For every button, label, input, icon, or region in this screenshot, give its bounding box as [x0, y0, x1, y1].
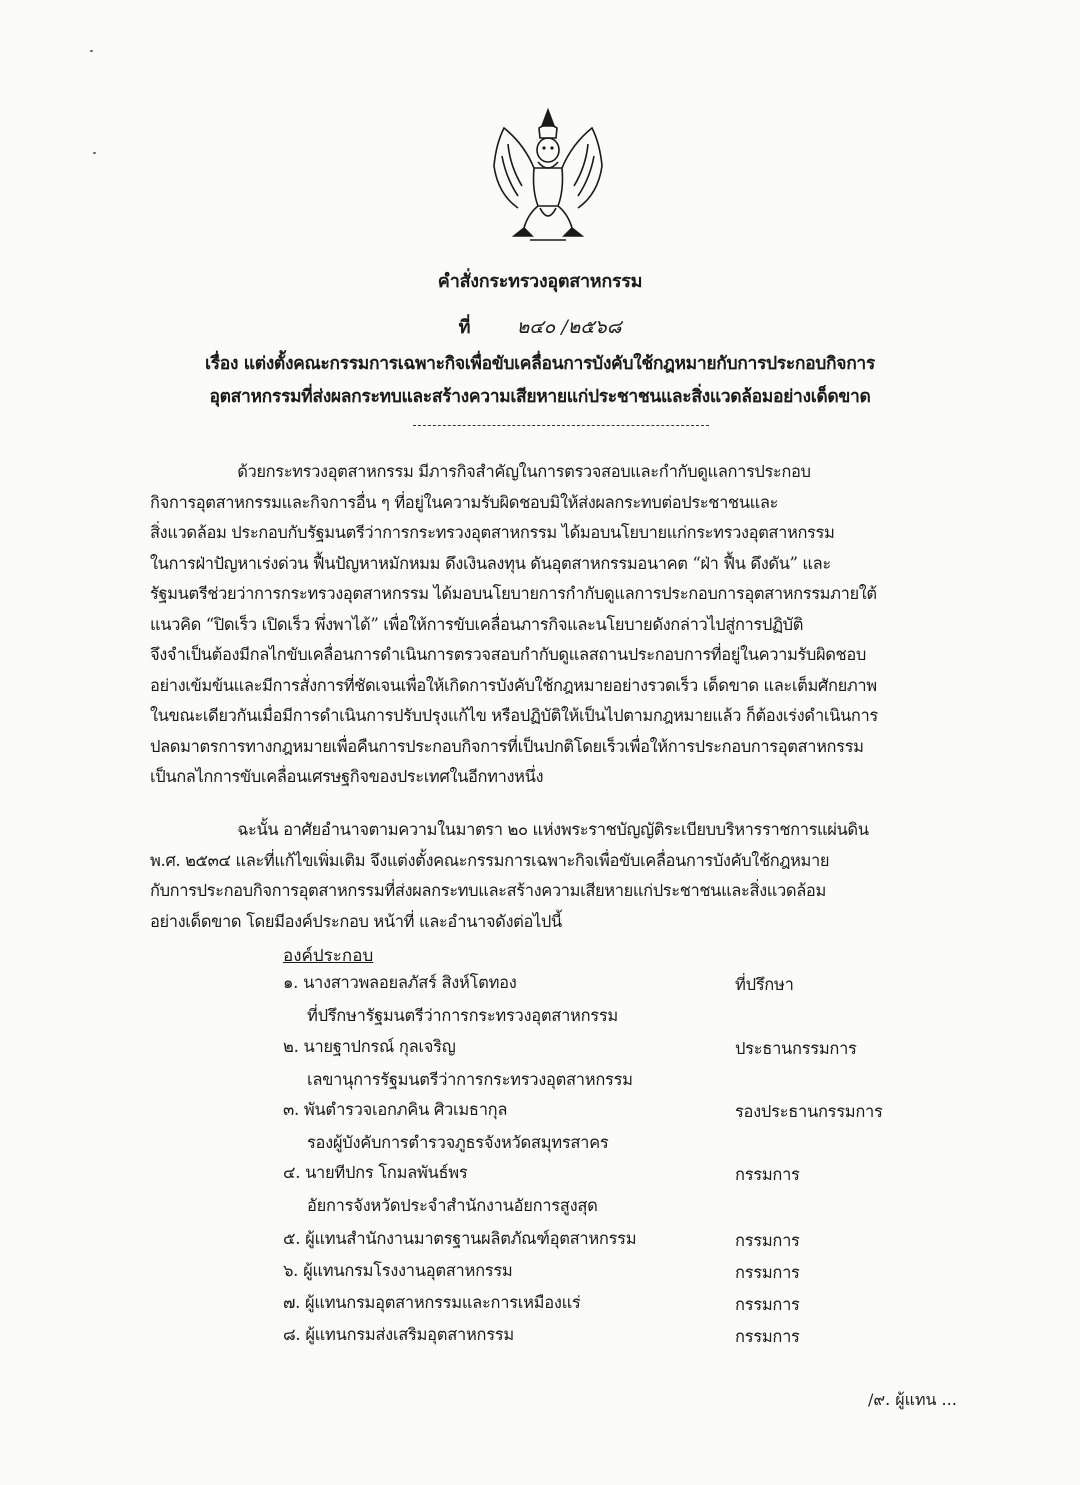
paragraph-line: กิจการอุตสาหกรรมและกิจการอื่น ๆ ที่อยู่ในความรับผิดชอบมิให้ส่งผลกระทบต่อประชาชนและ — [150, 492, 779, 512]
member-role: กรรมการ — [735, 1327, 800, 1346]
member-role: กรรมการ — [735, 1295, 800, 1314]
paragraph-line: ด้วยกระทรวงอุตสาหกรรม มีภารกิจสำคัญในการตรวจสอบและกำกับดูแลการประกอบ — [150, 462, 811, 481]
member-name: ๓. พันตำรวจเอกภคิน ศิวเมธากุล — [283, 1100, 508, 1119]
paragraph-line: อย่างเด็ดขาด โดยมีองค์ประกอบ หน้าที่ และอำนาจดังต่อไปนี้ — [150, 911, 562, 931]
paragraph-line: กับการประกอบกิจการอุตสาหกรรมที่ส่งผลกระทบและสร้างความเสียหายแก่ประชาชนและสิ่งแวดล้อม — [150, 881, 826, 900]
subject-line-1: เรื่อง แต่งตั้งคณะกรรมการเฉพาะกิจเพื่อขับเคลื่อนการบังคับใช้กฎหมายกับการประกอบกิจการ — [205, 354, 875, 374]
paragraph-line: ในขณะเดียวกันเมื่อมีการดำเนินการปรับปรุงแก้ไข หรือปฏิบัติให้เป็นไปตามกฎหมายแล้ว ก็ต้องเร่งดำเนินการ — [150, 706, 878, 725]
paragraph-line: รัฐมนตรีช่วยว่าการกระทรวงอุตสาหกรรม ได้มอบนโยบายการกำกับดูแลการประกอบการอุตสาหกรรมภายใต้ — [150, 584, 877, 603]
member-name: ๗. ผู้แทนกรมอุตสาหกรรมและการเหมืองแร่ — [283, 1293, 581, 1312]
scan-speck — [90, 50, 93, 52]
paragraph-line: แนวคิด “ปิดเร็ว เปิดเร็ว พึ่งพาได้” เพื่อให้การขับเคลื่อนภารกิจและนโยบายดังกล่าวไปสู่การปฏิบัติ — [150, 614, 804, 634]
member-role: รองประธานกรรมการ — [735, 1102, 883, 1121]
member-name: ๘. ผู้แทนกรมส่งเสริมอุตสาหกรรม — [283, 1325, 514, 1344]
member-role: ที่ปรึกษา — [735, 975, 794, 994]
member-name: ๒. นายฐาปกรณ์ กุลเจริญ — [283, 1037, 456, 1056]
member-role: กรรมการ — [735, 1263, 800, 1282]
paragraph-line: ปลดมาตรการทางกฎหมายเพื่อคืนการประกอบกิจการที่เป็นปกติโดยเร็วเพื่อให้การประกอบการอุตสาหกรรม — [150, 736, 864, 756]
document-title: คำสั่งกระทรวงอุตสาหกรรม — [437, 271, 643, 292]
member-role: กรรมการ — [735, 1231, 800, 1250]
member-name: ๕. ผู้แทนสำนักงานมาตรฐานผลิตภัณฑ์อุตสาหกรรม — [283, 1229, 637, 1248]
member-name: ๔. นายทีปกร โกมลพันธ์พร — [283, 1163, 468, 1182]
section-heading: องค์ประกอบ — [283, 946, 374, 966]
paragraph-line: จึงจำเป็นต้องมีกลไกขับเคลื่อนการดำเนินการตรวจสอบกำกับดูแลสถานประกอบการที่อยู่ในความรับผิดชอบ — [150, 645, 866, 664]
order-paragraph — [150, 815, 972, 937]
paragraph-line: อย่างเข้มข้นและมีการสั่งการที่ชัดเจนเพื่อให้เกิดการบังคับใช้กฎหมายอย่างรวดเร็ว เด็ดขาด และเต็มศักยภาพ — [150, 675, 877, 695]
continuation-note: /๙. ผู้แทน ... — [868, 1390, 957, 1409]
paragraph-line: เป็นกลไกการขับเคลื่อนเศรษฐกิจของประเทศในอีกทางหนึ่ง — [150, 767, 544, 786]
member-role: กรรมการ — [735, 1165, 800, 1184]
member-position: ที่ปรึกษารัฐมนตรีว่าการกระทรวงอุตสาหกรรม — [307, 1006, 618, 1025]
order-number-value: ๒๔๐ /๒๕๖๘ — [516, 316, 622, 338]
dashed-divider — [413, 425, 709, 426]
paragraph-line: สิ่งแวดล้อม ประกอบกับรัฐมนตรีว่าการกระทรวงอุตสาหกรรม ได้มอบนโยบายแก่กระทรวงอุตสาหกรรม — [150, 523, 835, 542]
preamble-paragraph — [150, 457, 972, 793]
paragraph-line: ฉะนั้น อาศัยอำนาจตามความในมาตรา ๒๐ แห่งพระราชบัญญัติระเบียบบริหารราชการแผ่นดิน — [150, 820, 869, 839]
member-name: ๖. ผู้แทนกรมโรงงานอุตสาหกรรม — [283, 1261, 513, 1280]
member-name: ๑. นางสาวพลอยลภัสร์ สิงห์โตทอง — [283, 973, 517, 992]
order-number — [0, 312, 1080, 342]
scan-speck — [93, 152, 96, 154]
member-role: ประธานกรรมการ — [735, 1039, 857, 1058]
paragraph-line: พ.ศ. ๒๕๓๔ และที่แก้ไขเพิ่มเติม จึงแต่งตั้งคณะกรรมการเฉพาะกิจเพื่อขับเคลื่อนการบังคับใช้กฎหมาย — [150, 850, 830, 870]
paragraph-line: ในการฝ่าปัญหาเร่งด่วน ฟื้นปัญหาหมักหมม ดึงเงินลงทุน ดันอุตสาหกรรมอนาคต “ฝ่า ฟื้น ดึงดัน” และ — [150, 553, 831, 573]
order-number-label: ที่ — [458, 317, 471, 338]
member-position: อัยการจังหวัดประจำสำนักงานอัยการสูงสุด — [307, 1196, 598, 1215]
member-position: เลขานุการรัฐมนตรีว่าการกระทรวงอุตสาหกรรม — [307, 1070, 633, 1089]
garuda-emblem-icon — [484, 104, 612, 252]
member-position: รองผู้บังคับการตำรวจภูธรจังหวัดสมุทรสาคร — [307, 1133, 609, 1152]
subject-line-2: อุตสาหกรรมที่ส่งผลกระทบและสร้างความเสียหายแก่ประชาชนและสิ่งแวดล้อมอย่างเด็ดขาด — [209, 387, 871, 407]
